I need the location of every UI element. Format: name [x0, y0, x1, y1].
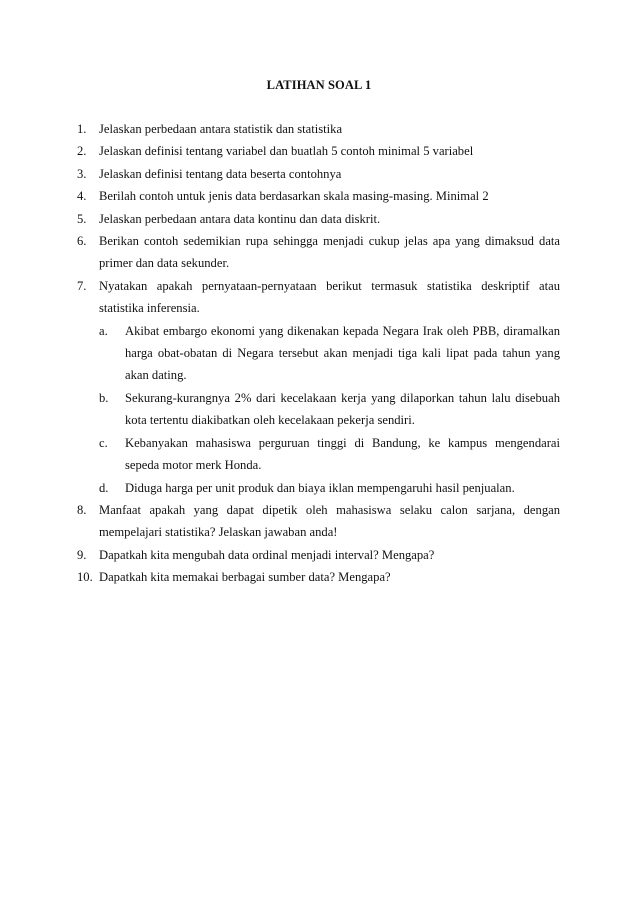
question-text: Jelaskan perbedaan antara data kontinu dan data diskrit.: [99, 211, 381, 226]
question-number: 10.: [77, 570, 93, 585]
sub-question-text: Akibat embargo ekonomi yang dikenakan kepada Negara Irak oleh PBB, diramalkan harga obat-obatan di Negara tersebut akan menjadi tiga kali lipat pada tahun yang akan dating.: [125, 323, 560, 383]
question-number: 5.: [77, 211, 87, 226]
sub-question-text: Kebanyakan mahasiswa perguruan tinggi di Bandung, ke kampus mengendarai sepeda motor merk Honda.: [125, 435, 560, 473]
question-item: [77, 275, 560, 499]
question-text: Nyatakan apakah pernyataan-pernyataan berikut termasuk statistika deskriptif atau statistika inferensia.: [99, 278, 560, 316]
question-text: Jelaskan perbedaan antara statistik dan statistika: [99, 122, 343, 136]
question-number: 6.: [77, 234, 87, 249]
sub-question-text: Diduga harga per unit produk dan biaya iklan mempengaruhi hasil penjualan.: [125, 480, 515, 495]
sub-question-item: [99, 432, 560, 477]
question-text: Dapatkah kita memakai berbagai sumber data? Mengapa?: [99, 570, 391, 585]
question-item: [77, 566, 560, 588]
question-number: 1.: [77, 122, 87, 136]
question-item: [77, 499, 560, 544]
question-text: Jelaskan definisi tentang variabel dan buatlah 5 contoh minimal 5 variabel: [99, 144, 474, 159]
sub-question-item: [99, 387, 560, 432]
sub-question-letter: d.: [99, 480, 109, 495]
question-number: 3.: [77, 166, 87, 181]
question-number: 7.: [77, 278, 87, 293]
question-text: Manfaat apakah yang dapat dipetik oleh mahasiswa selaku calon sarjana, dengan mempelajari statistika? Jelaskan jawaban anda!: [99, 502, 560, 540]
question-item: [77, 118, 560, 140]
question-body: [99, 275, 560, 499]
sub-question-text: Sekurang-kurangnya 2% dari kecelakaan kerja yang dilaporkan tahun lalu disebuah kota tertentu diakibatkan oleh kecelakaan pekerja sendiri.: [125, 390, 560, 428]
question-list: [77, 118, 560, 589]
sub-question-letter: a.: [99, 323, 108, 338]
question-item: [77, 230, 560, 275]
question-number: 8.: [77, 502, 87, 517]
sub-question-item: [99, 320, 560, 387]
sub-question-letter: b.: [99, 390, 109, 405]
sub-question-list: [99, 320, 560, 499]
sub-question-item: [99, 477, 560, 499]
question-number: 4.: [77, 189, 87, 204]
question-item: [77, 208, 560, 230]
question-item: [77, 185, 560, 207]
sub-question-letter: c.: [99, 435, 108, 450]
question-item: [77, 544, 560, 566]
question-item: [77, 140, 560, 162]
question-item: [77, 163, 560, 185]
question-text: Berilah contoh untuk jenis data berdasarkan skala masing-masing. Minimal 2: [99, 189, 489, 204]
document-title: LATIHAN SOAL 1: [266, 78, 372, 92]
question-text: Dapatkah kita mengubah data ordinal menjadi interval? Mengapa?: [99, 547, 435, 562]
question-text: Berikan contoh sedemikian rupa sehingga menjadi cukup jelas apa yang dimaksud data primer dan data sekunder.: [99, 234, 560, 271]
question-text: Jelaskan definisi tentang data beserta contohnya: [99, 166, 342, 181]
question-number: 2.: [77, 144, 87, 159]
question-number: 9.: [77, 547, 87, 562]
